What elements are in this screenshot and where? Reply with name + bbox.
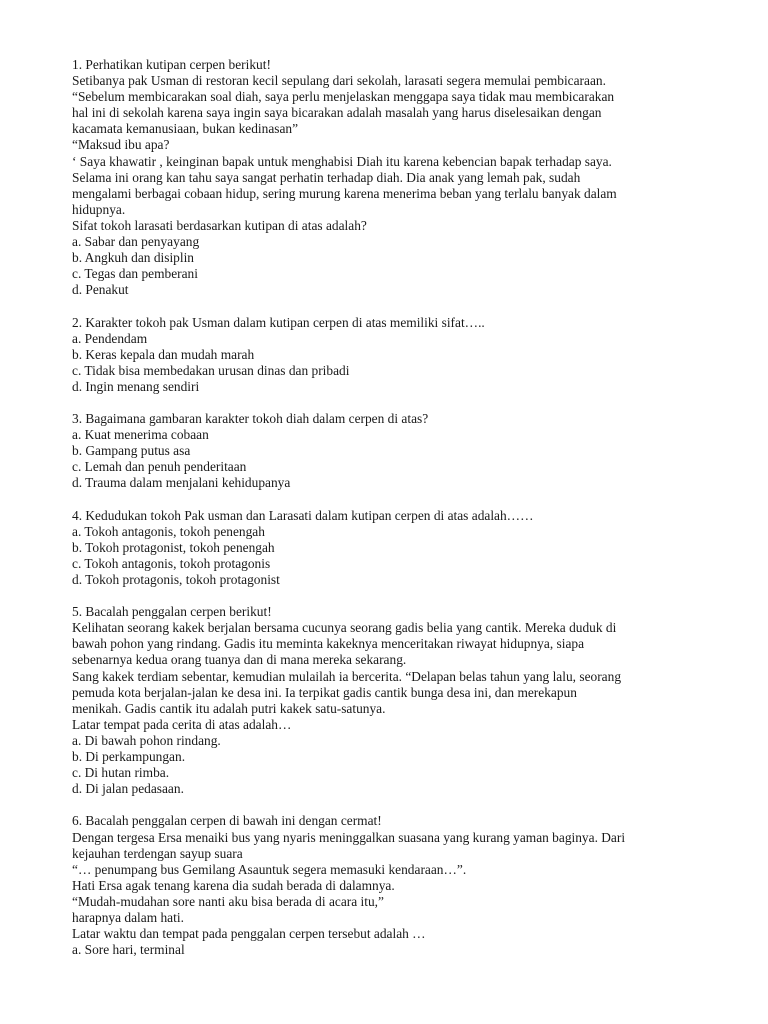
answer-option: c. Tokoh antagonis, tokoh protagonis	[72, 555, 271, 571]
question-4	[72, 508, 712, 588]
text-line: kacamata kemanusiaan, bukan kedinasan”	[72, 121, 299, 137]
answer-option: b. Gampang putus asa	[72, 443, 191, 459]
question-prompt: Latar tempat pada cerita di atas adalah…	[72, 716, 292, 732]
text-line: “Sebelum membicarakan soal diah, saya perlu menjelaskan menggapa saya tidak mau membicarakan	[72, 89, 615, 105]
answer-option: a. Kuat menerima cobaan	[72, 427, 209, 443]
answer-option: b. Di perkampungan.	[72, 749, 186, 765]
question-prompt: 3. Bagaimana gambaran karakter tokoh diah dalam cerpen di atas?	[72, 411, 429, 427]
text-line: ‘ Saya khawatir , keinginan bapak untuk menghabisi Diah itu karena kebencian bapak terhadap saya.	[72, 153, 612, 169]
text-line: Sang kakek terdiam sebentar, kemudian mulailah ia bercerita. “Delapan belas tahun yang lalu, seorang	[72, 668, 622, 684]
question-2	[72, 315, 712, 395]
text-line: mengalami berbagai cobaan hidup, sering murung karena menerima beban yang terlalu banyak dalam	[72, 185, 617, 201]
answer-option: a. Sore hari, terminal	[72, 942, 185, 958]
answer-option: b. Tokoh protagonist, tokoh penengah	[72, 539, 275, 555]
text-line: “Mudah-mudahan sore nanti aku bisa berada di acara itu,”	[72, 893, 384, 909]
answer-option: c. Lemah dan penuh penderitaan	[72, 459, 247, 475]
text-line: harapnya dalam hati.	[72, 909, 184, 925]
answer-option: d. Tokoh protagonis, tokoh protagonist	[72, 572, 280, 587]
question-1	[72, 57, 712, 298]
text-line: hidupnya.	[72, 201, 126, 217]
question-6	[72, 813, 712, 958]
question-prompt: Sifat tokoh larasati berdasarkan kutipan di atas adalah?	[72, 217, 367, 233]
text-line: bawah pohon yang rindang. Gadis itu meminta kakeknya menceritakan riwayat hidupnya, siapa	[72, 636, 585, 652]
question-prompt: 4. Kedudukan tokoh Pak usman dan Larasati dalam kutipan cerpen di atas adalah……	[72, 507, 534, 523]
answer-option: d. Ingin menang sendiri	[72, 378, 200, 394]
answer-option: a. Di bawah pohon rindang.	[72, 732, 221, 748]
answer-option: d. Di jalan pedasaan.	[72, 781, 184, 797]
text-line: Selama ini orang kan tahu saya sangat perhatin terhadap diah. Dia anak yang lemah pak, sudah	[72, 169, 581, 185]
question-5	[72, 604, 712, 797]
text-line: “Maksud ibu apa?	[72, 137, 170, 153]
question-heading: 5. Bacalah penggalan cerpen berikut!	[72, 604, 272, 620]
text-line: Kelihatan seorang kakek berjalan bersama cucunya seorang gadis belia yang cantik. Mereka duduk di	[72, 620, 617, 636]
answer-option: c. Tegas dan pemberani	[72, 266, 198, 282]
text-line: menikah. Gadis cantik itu adalah putri kakek satu-satunya.	[72, 700, 386, 716]
text-line: kejauhan terdengan sayup suara	[72, 845, 243, 861]
text-line: Hati Ersa agak tenang karena dia sudah berada di dalamnya.	[72, 877, 395, 893]
answer-option: a. Pendendam	[72, 330, 148, 346]
document-page	[72, 57, 712, 958]
text-line: Dengan tergesa Ersa menaiki bus yang nyaris meninggalkan suasana yang kurang yaman baginya. Dari	[72, 829, 626, 845]
answer-option: a. Sabar dan penyayang	[72, 234, 200, 250]
answer-option: c. Tidak bisa membedakan urusan dinas dan pribadi	[72, 362, 350, 378]
question-heading: 6. Bacalah penggalan cerpen di bawah ini dengan cermat!	[72, 813, 382, 829]
text-line: 1. Perhatikan kutipan cerpen berikut!	[72, 57, 271, 72]
answer-option: b. Angkuh dan disiplin	[72, 250, 195, 266]
answer-option: c. Di hutan rimba.	[72, 765, 170, 781]
question-prompt: Latar waktu dan tempat pada penggalan cerpen tersebut adalah …	[72, 926, 426, 942]
text-line: hal ini di sekolah karena saya ingin saya bicarakan adalah masalah yang harus diselesaikan dengan	[72, 105, 602, 121]
text-line: Setibanya pak Usman di restoran kecil sepulang dari sekolah, larasati segera memulai pembicaraan.	[72, 73, 606, 89]
text-line: pemuda kota berjalan-jalan ke desa ini. Ia terpikat gadis cantik bunga desa ini, dan merekapun	[72, 684, 577, 700]
answer-option: d. Penakut	[72, 282, 129, 298]
answer-option: a. Tokoh antagonis, tokoh penengah	[72, 523, 265, 539]
text-line: “… penumpang bus Gemilang Asauntuk segera memasuki kendaraan…”.	[72, 861, 467, 877]
answer-option: d. Trauma dalam menjalani kehidupanya	[72, 475, 291, 491]
question-prompt: 2. Karakter tokoh pak Usman dalam kutipan cerpen di atas memiliki sifat…..	[72, 314, 485, 330]
answer-option: b. Keras kepala dan mudah marah	[72, 346, 255, 362]
text-line: sebenarnya kedua orang tuanya dan di mana mereka sekarang.	[72, 652, 407, 668]
question-3	[72, 411, 712, 491]
